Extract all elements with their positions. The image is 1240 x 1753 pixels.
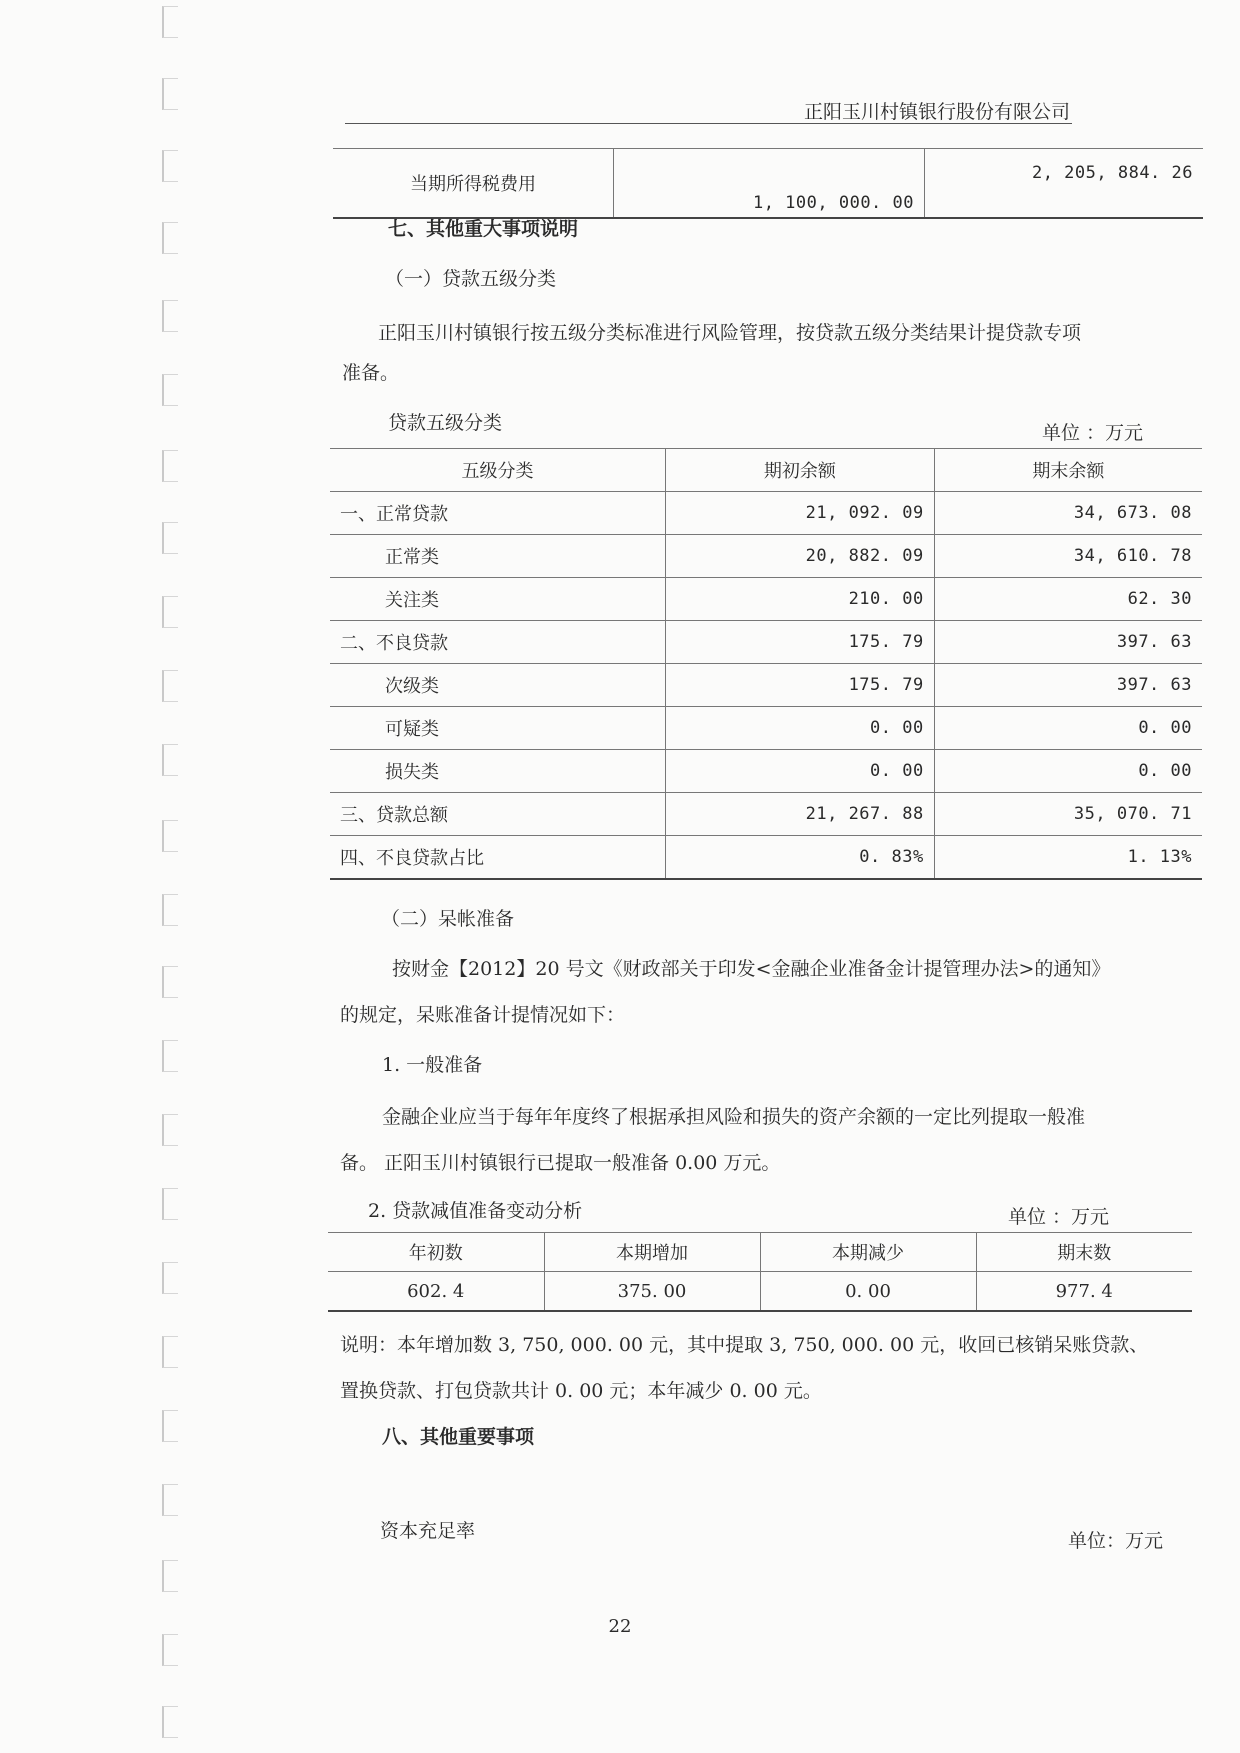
row-end: 0. 00 <box>934 707 1202 750</box>
row-end: 34, 610. 78 <box>934 535 1202 578</box>
table-row <box>330 793 1202 836</box>
value-begin: 602. 4 <box>328 1272 544 1312</box>
col-header-begin: 年初数 <box>328 1233 544 1272</box>
item1-title: 1. 一般准备 <box>382 1054 483 1076</box>
row-label: 三、贷款总额 <box>330 793 666 836</box>
row-end: 397. 63 <box>934 621 1202 664</box>
section8-title: 八、其他重要事项 <box>382 1426 535 1448</box>
item2-title: 2. 贷款减值准备变动分析 <box>368 1200 583 1222</box>
row-end: 397. 63 <box>934 664 1202 707</box>
value-decrease: 0. 00 <box>760 1272 976 1312</box>
row-begin: 175. 79 <box>666 621 935 664</box>
row-label: 次级类 <box>330 664 666 707</box>
row-begin: 210. 00 <box>666 578 935 621</box>
table-row <box>330 836 1202 880</box>
row-label: 一、正常贷款 <box>330 492 666 535</box>
para1-line1: 正阳玉川村镇银行按五级分类标准进行风险管理，按贷款五级分类结果计提贷款专项 <box>378 322 1082 344</box>
row-begin: 0. 83% <box>666 836 935 880</box>
row-begin: 175. 79 <box>666 664 935 707</box>
row-label: 四、不良贷款占比 <box>330 836 666 880</box>
value-end: 977. 4 <box>976 1272 1192 1312</box>
capital-ratio-caption: 资本充足率 <box>380 1520 476 1542</box>
table-row <box>330 664 1202 707</box>
col-header-increase: 本期增加 <box>544 1233 760 1272</box>
sub2-title: （二）呆帐准备 <box>381 908 515 930</box>
col-header-end: 期末余额 <box>934 449 1202 492</box>
col-header-begin: 期初余额 <box>666 449 935 492</box>
row-label: 损失类 <box>330 750 666 793</box>
sub1-title: （一）贷款五级分类 <box>385 268 557 290</box>
row-end: 35, 070. 71 <box>934 793 1202 836</box>
capital-ratio-unit: 单位：万元 <box>1068 1530 1164 1552</box>
para2-line1: 按财金【2012】20 号文《财政部关于印发<金融企业准备金计提管理办法>的通知》 <box>392 958 1111 980</box>
table-row <box>330 707 1202 750</box>
row-label: 可疑类 <box>330 707 666 750</box>
table-row <box>328 1272 1192 1312</box>
row-label: 二、不良贷款 <box>330 621 666 664</box>
note-line1: 说明：本年增加数 3, 750, 000. 00 元，其中提取 3, 750, 000. 00 元，收回已核销呆账贷款、 <box>340 1334 1149 1356</box>
row-end: 62. 30 <box>934 578 1202 621</box>
table-row <box>330 578 1202 621</box>
header-rule <box>345 123 1072 124</box>
table-header-row <box>330 449 1202 492</box>
table1-unit: 单位 ：万元 <box>1042 422 1144 444</box>
para1-line2: 准备。 <box>342 362 400 384</box>
note-line2: 置换贷款、打包贷款共计 0. 00 元；本年减少 0. 00 元。 <box>340 1380 822 1402</box>
row-end: 34, 673. 08 <box>934 492 1202 535</box>
table-row <box>330 492 1202 535</box>
tax-label: 当期所得税费用 <box>333 149 614 219</box>
row-begin: 0. 00 <box>666 707 935 750</box>
para3-line1: 金融企业应当于每年年度终了根据承担风险和损失的资产余额的一定比列提取一般准 <box>382 1106 1086 1128</box>
section7-title: 七、其他重大事项说明 <box>388 218 579 240</box>
col-header-class: 五级分类 <box>330 449 666 492</box>
table-row <box>330 750 1202 793</box>
row-label: 关注类 <box>330 578 666 621</box>
page-number: 22 <box>608 1616 632 1637</box>
provision-table <box>328 1232 1192 1312</box>
table-row <box>333 149 1203 219</box>
table2-unit: 单位 ：万元 <box>1008 1206 1110 1228</box>
col-header-decrease: 本期减少 <box>760 1233 976 1272</box>
row-end: 0. 00 <box>934 750 1202 793</box>
col-header-end: 期末数 <box>976 1233 1192 1272</box>
para3-line2: 备。 正阳玉川村镇银行已提取一般准备 0.00 万元。 <box>340 1152 781 1174</box>
para2-line2: 的规定，呆账准备计提情况如下： <box>340 1004 626 1026</box>
row-begin: 21, 092. 09 <box>666 492 935 535</box>
header-company: 正阳玉川村镇银行股份有限公司 <box>803 101 1070 123</box>
row-end: 1. 13% <box>934 836 1202 880</box>
loan-classification-table <box>330 448 1202 880</box>
value-increase: 375. 00 <box>544 1272 760 1312</box>
table1-caption: 贷款五级分类 <box>388 412 503 434</box>
table-header-row <box>328 1233 1192 1272</box>
row-label: 正常类 <box>330 535 666 578</box>
table-row <box>330 621 1202 664</box>
table-row <box>330 535 1202 578</box>
row-begin: 20, 882. 09 <box>666 535 935 578</box>
tax-current: 1, 100, 000. 00 <box>614 149 925 219</box>
row-begin: 21, 267. 88 <box>666 793 935 836</box>
tax-previous: 2, 205, 884. 26 <box>925 149 1204 219</box>
tax-table <box>333 148 1203 219</box>
row-begin: 0. 00 <box>666 750 935 793</box>
